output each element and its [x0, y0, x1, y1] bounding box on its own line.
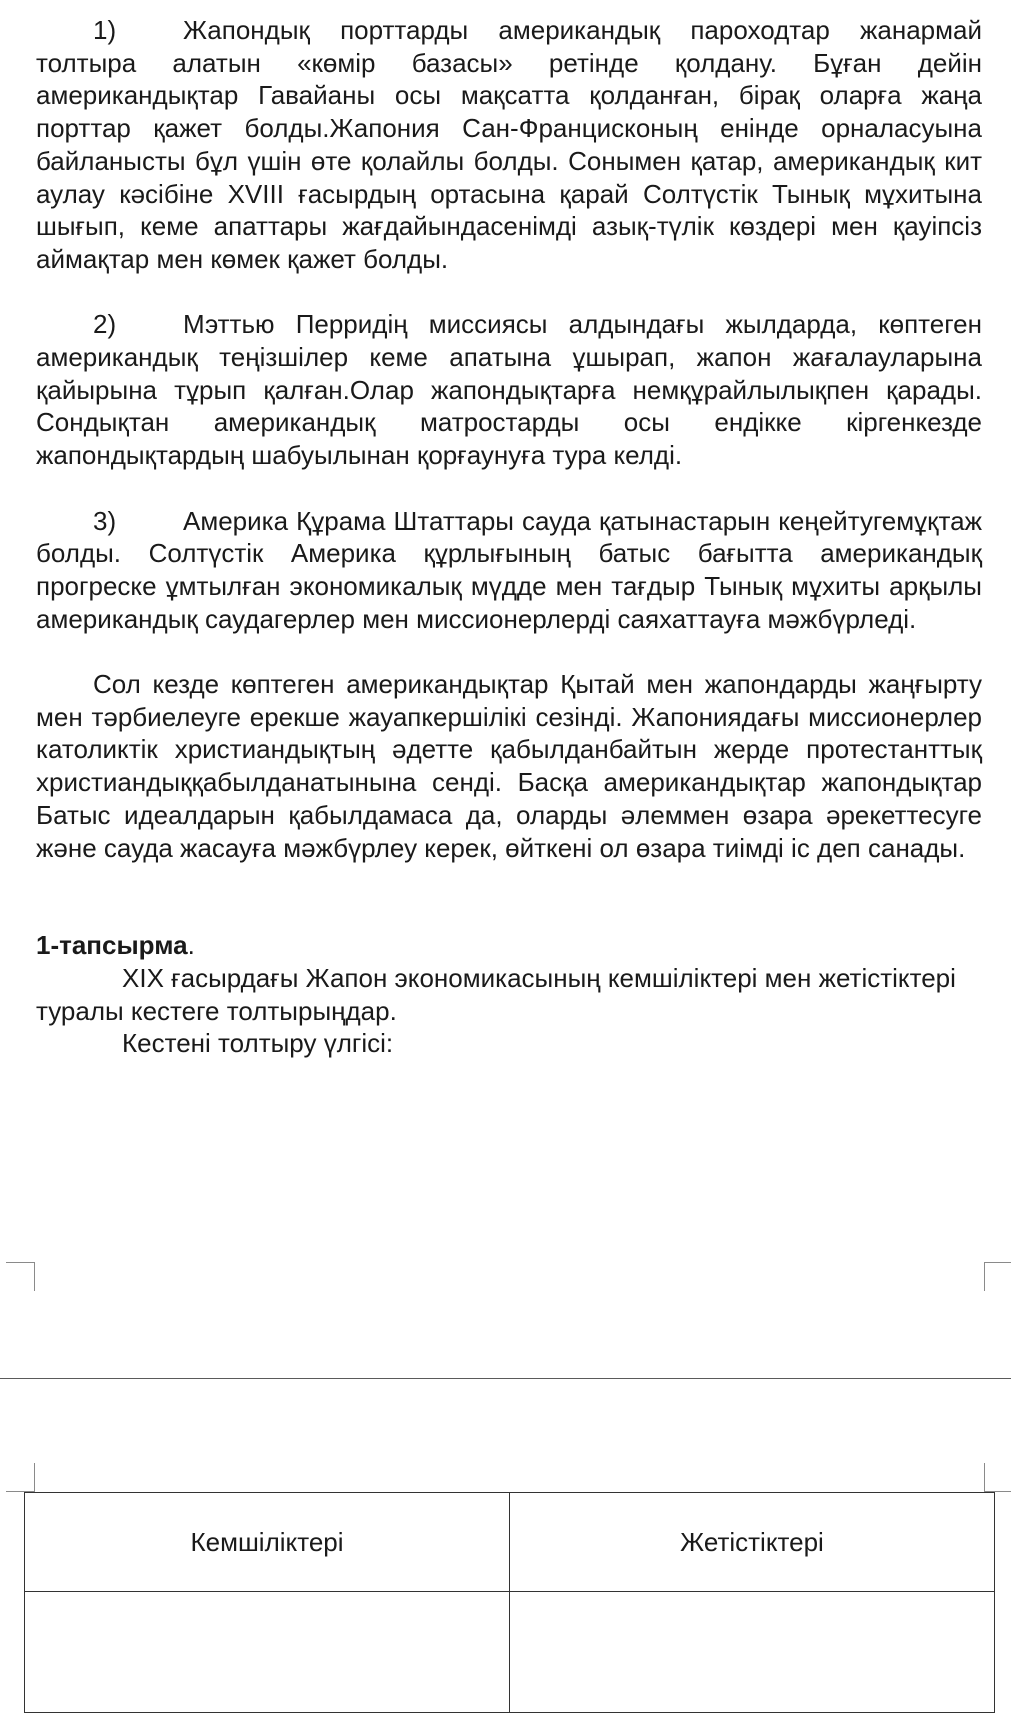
- paragraph-2: [36, 308, 982, 472]
- page-corner-mark: [984, 1463, 1011, 1492]
- table-header-row: [25, 1493, 995, 1592]
- paragraph-text: Жапондық порттарды американдық пароходтар жанармай толтыра алатын «көмір базасы» ретінде қолдану. Бұған дейін американдықтар Гавайаны осы мақсатта қолданған, бірақ оларға жаңа порттар қажет болды.Жапония Сан-Францисконың енінде орналасуына байланысты бұл үшін өте қолайлы болды. Сонымен қатар, американдық кит аулау кәсібіне XVIII ғасырдың ортасына қарай Солтүстік Тынық мұхитына шығып, кеме апаттары жағдайындасенімді азық-түлік көздері мен қауіпсіз аймақтар мен көмек қажет болды.: [36, 15, 982, 274]
- header-achievements: Жетістіктері: [510, 1493, 995, 1592]
- header-shortcomings: Кемшіліктері: [25, 1493, 510, 1592]
- task-title-suffix: .: [187, 930, 195, 961]
- page-corner-mark: [984, 1262, 1011, 1291]
- paragraph-number: 1): [93, 15, 117, 45]
- paragraph-text: Сол кезде көптеген американдықтар Қытай мен жапондарды жаңғырту мен тәрбиелеуге ерекше жауапкершілікі сезінді. Жапониядағы миссионерлер католиктік христиандықтың әдетте қабылданбайтын жерде протестанттық христиандыққабылданатынына сенді. Басқа американдықтар жапондықтар Батыс идеалдарын қабылдамаса да, оларды әлеммен өзара әрекеттесуге және сауда жасауға мәжбүрлеу керек, өйткені ол өзара тиімді іс деп санады.: [36, 669, 982, 863]
- paragraph-text: Мэттью Перридің миссиясы алдындағы жылдарда, көптеген американдық теңізшілер кеме апатына ұшырап, жапон жағалауларына қайырына тұрып қалған.Олар жапондықтарға немқұрайлылықпен қарады. Сондықтан американдық матростарды осы ендікке кіргенкезде жапондықтардың шабуылынан қорғаунуға тура келді.: [36, 309, 982, 471]
- page-break-line: [0, 1378, 1011, 1379]
- paragraph-3: [36, 505, 982, 636]
- task-heading: [36, 929, 982, 962]
- paragraph-number: 2): [93, 309, 117, 340]
- table-cell[interactable]: [25, 1592, 510, 1713]
- sample-label: Кестені толтыру үлгісі:: [122, 1028, 394, 1059]
- task-instruction: XIX ғасырдағы Жапон экономикасының кемшіліктері мен жетістіктері туралы кестеге толтырыңдар.: [36, 962, 956, 1026]
- paragraph-text: Америка Құрама Штаттары сауда қатынастарын кеңейтугемұқтаж болды. Солтүстік Америка құрлығының батыс бағытта американдық прогреске ұмтылған экономикалық мүдде мен тағдыр Тынық мұхиты арқылы американдық саудагерлер мен миссионерлерді саяхаттауға мәжбүрледі.: [36, 505, 982, 634]
- page-corner-mark: [6, 1463, 35, 1492]
- table-cell[interactable]: [510, 1592, 995, 1713]
- task-title: 1-тапсырма: [36, 930, 188, 961]
- table-row: [25, 1592, 995, 1713]
- paragraph-1: [36, 14, 982, 276]
- paragraph-number: 3): [93, 505, 117, 536]
- document-body: [36, 14, 982, 1060]
- paragraph-4: [36, 668, 982, 864]
- page-corner-mark: [6, 1262, 35, 1291]
